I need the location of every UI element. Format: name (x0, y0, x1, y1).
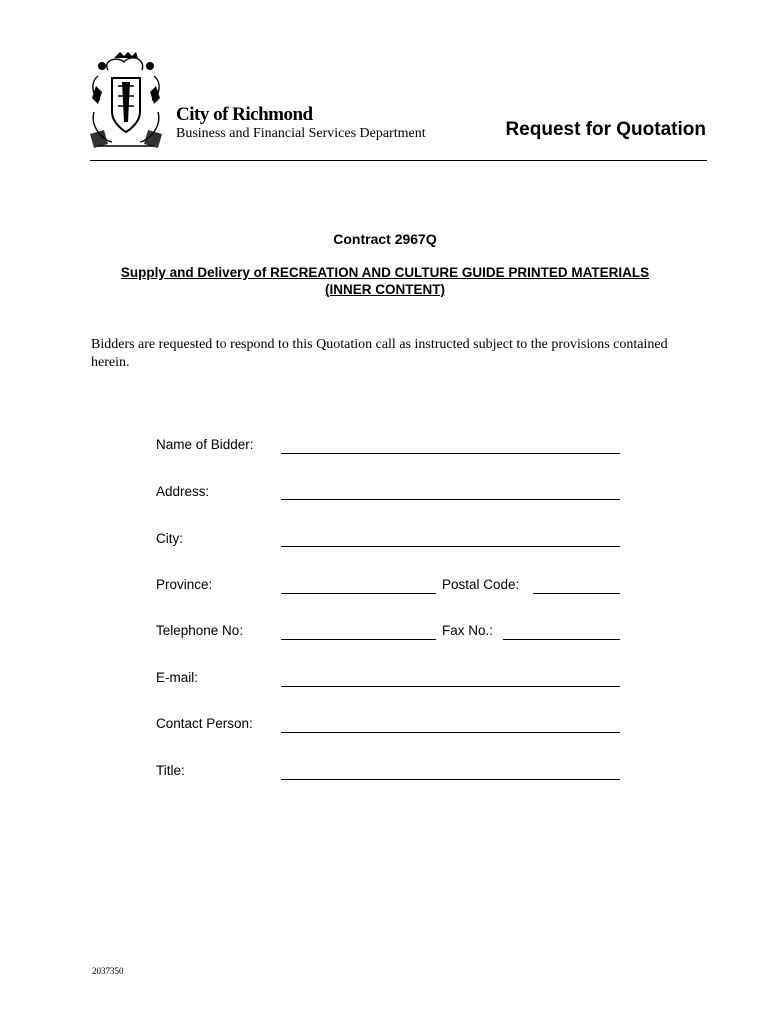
title-label: Title: (156, 763, 185, 778)
document-code: 2037350 (92, 966, 124, 976)
name-of-bidder-field[interactable] (281, 453, 620, 454)
city-crest-logo (88, 52, 164, 152)
telephone-label: Telephone No: (156, 623, 244, 638)
fax-field[interactable] (503, 639, 620, 640)
org-name: City of Richmond (176, 104, 313, 125)
contract-number: Contract 2967Q (333, 231, 437, 247)
address-label: Address: (156, 484, 210, 499)
department-name: Business and Financial Services Department (176, 126, 426, 141)
email-field[interactable] (281, 686, 620, 687)
contact-person-field[interactable] (281, 732, 620, 733)
contract-subject: Supply and Delivery of RECREATION AND CULTURE GUIDE PRINTED MATERIALS (INNER CONTENT) (120, 265, 650, 297)
email-label: E-mail: (156, 670, 199, 685)
postal-code-label: Postal Code: (442, 577, 520, 592)
document-title: Request for Quotation (505, 119, 706, 140)
fax-label: Fax No.: (442, 623, 494, 638)
intro-paragraph: Bidders are requested to respond to this Quotation call as instructed subject to the provisions contained herein. (91, 337, 668, 370)
province-field[interactable] (281, 593, 436, 594)
postal-code-field[interactable] (533, 593, 620, 594)
title-field[interactable] (281, 779, 620, 780)
city-label: City: (156, 531, 183, 546)
name-of-bidder-label: Name of Bidder: (156, 437, 254, 452)
contact-person-label: Contact Person: (156, 716, 253, 731)
address-field[interactable] (281, 499, 620, 500)
city-field[interactable] (281, 546, 620, 547)
header-divider (90, 160, 707, 161)
telephone-field[interactable] (281, 639, 436, 640)
province-label: Province: (156, 577, 213, 592)
